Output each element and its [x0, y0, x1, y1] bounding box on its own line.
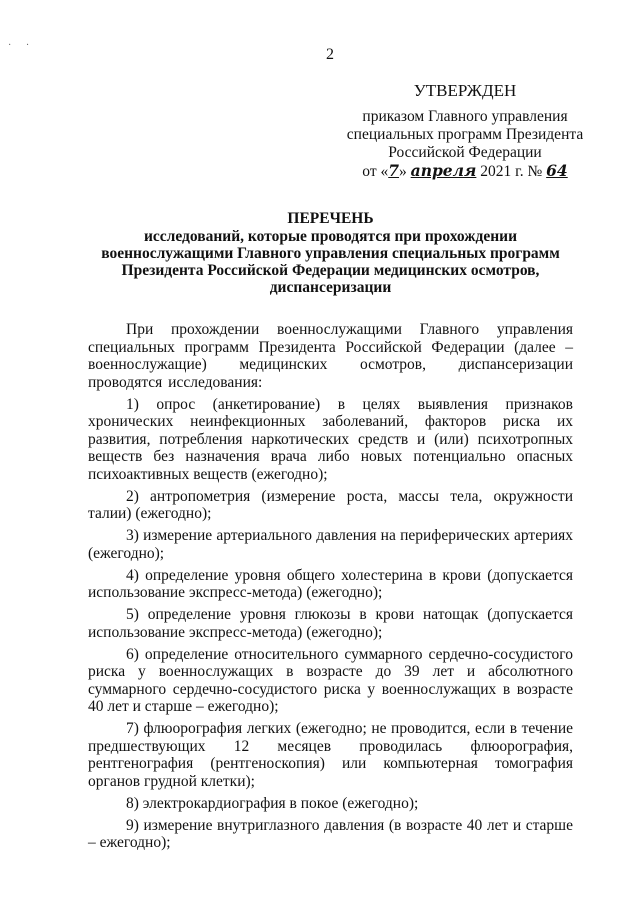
list-item: 6) определение относительного суммарного сердечно-сосудистого риска у военнослужащих в возрасте до 39 лет и абсолютного суммарного сердечно-сосудистого риска у военнослужащих в возрасте 40 лет и старше – ежегодно); — [88, 645, 573, 715]
list-item: 3) измерение артериального давления на периферических артериях (ежегодно); — [88, 527, 573, 562]
list-item: 7) флюорография легких (ежегодно; не проводится, если в течение предшествующих 12 месяцев проводилась флюорография, рентгенография (рентгеноскопия) или компьютерная томография органов грудной клетки); — [88, 720, 573, 790]
list-item: 5) определение уровня глюкозы в крови натощак (допускается использование экспресс-метода) (ежегодно); — [88, 606, 573, 641]
list-item: 9) измерение внутриглазного давления (в возрасте 40 лет и старше – ежегодно); — [88, 816, 573, 851]
document-body — [88, 321, 573, 856]
date-day: 7 — [388, 161, 400, 180]
document-subtitle: исследований, которые проводятся при прохождении военнослужащими Главного управления специальных программ Президента Российской Федерации медицинских осмотров, диспансеризации — [101, 228, 560, 296]
date-mid: » — [399, 163, 407, 180]
date-year: 2021 г. № — [480, 163, 543, 180]
approval-line-3: Российской Федерации — [388, 144, 542, 161]
approval-stamp — [300, 82, 630, 181]
document-title-block — [88, 210, 573, 296]
list-item: 4) определение уровня общего холестерина в крови (допускается использование экспресс-метода) (ежегодно); — [88, 566, 573, 601]
scan-marks: · · — [8, 40, 36, 51]
document-title: ПЕРЕЧЕНЬ — [287, 210, 374, 227]
approval-line-1: приказом Главного управления — [362, 108, 568, 125]
approval-date-line — [300, 162, 630, 181]
order-number: 64 — [546, 161, 568, 180]
list-item: 8) электрокардиография в покое (ежегодно); — [126, 794, 419, 812]
approval-title: УТВЕРЖДЕН — [413, 81, 517, 100]
intro-paragraph: При прохождении военнослужащими Главного управления специальных программ Президента Российской Федерации (далее – военнослужащие) медицинских осмотров, диспансеризации проводятся исследования: — [88, 321, 573, 391]
date-prefix: от « — [362, 163, 389, 180]
approval-line-2: специальных программ Президента — [346, 126, 584, 143]
page-number: 2 — [326, 46, 334, 63]
list-item: 1) опрос (анкетирование) в целях выявления признаков хронических неинфекционных заболеваний, факторов риска их развития, потребления наркотических средств и (или) психотропных веществ без назначения врача либо новых потенциально опасных психоактивных веществ (ежегодно); — [88, 395, 573, 483]
date-month: апреля — [410, 161, 477, 180]
list-item: 2) антропометрия (измерение роста, массы тела, окружности талии) (ежегодно); — [88, 487, 573, 522]
